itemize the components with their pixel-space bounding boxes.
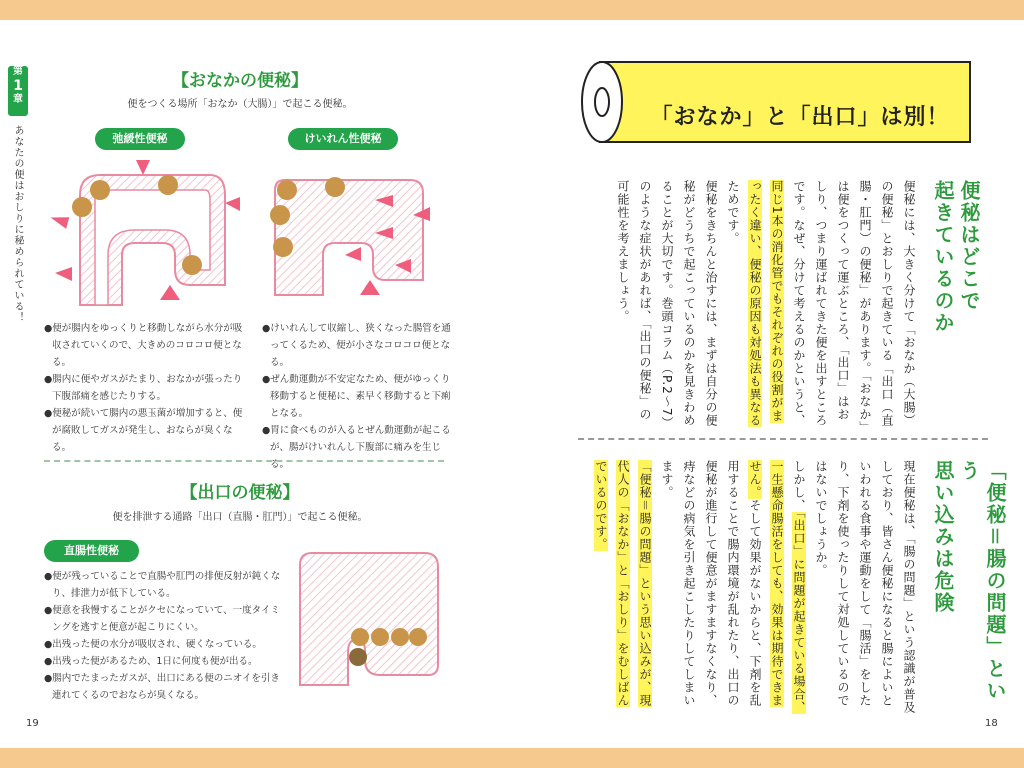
heading-belief: 「便秘＝腸の問題」という 思い込みは危険 [931, 460, 1007, 702]
section-title-stomach: 【おなかの便秘】 [172, 71, 308, 91]
section-divider [44, 460, 444, 462]
body-where: 便秘には、大きく分けて「おなか（大腸）の便秘」とおしりで起きている「出口（直腸・肛門）の便秘」があります。「おなか」は便をつくって運ぶところ、「出口」はおしり、つまり運ばれてきた便を出すところです。なぜ、分けて考えるのかというと、同じ1本の消化管でもそれぞれの役割がまったく違い、便秘の原因も対処法も異なるためです。 便秘をきちんと治すには、まずは自分の便秘がどうちで起こっているのかを見きわめることが大切です。巻頭コラム（P.2〜7）のような症状があれば、「出口の便秘」の可能性を考えましょう。 [616, 180, 916, 430]
banner-title: 「おなか」と「出口」は別！ [650, 105, 950, 130]
section-title-exit: 【出口の便秘】 [180, 483, 300, 503]
page-number-left: 19 [26, 718, 39, 729]
heading-where: 便秘はどこで 起きているのか [931, 180, 981, 334]
section-subtitle-stomach: 便をつくる場所「おなか（大腸）」で起こる便秘。 [127, 99, 353, 110]
spastic-colon-illustration [265, 155, 445, 315]
right-divider [578, 438, 988, 440]
pill-rectal: 直腸性便秘 [44, 540, 139, 562]
atonic-description: ●便が腸内をゆっくりと移動しながら水分が吸収されていくので、大きめのコロコロ便となる。 ●腸内に便やガスがたまり、おなかが張ったり下腹部痛を感じたりする。 ●便秘が続いて腸内の悪玉菌が増加すると、便が腐敗してガスが発生し、おならが臭くなる。 [44, 323, 243, 453]
pill-atonic: 弛緩性便秘 [95, 128, 185, 150]
pill-spastic: けいれん性便秘 [288, 128, 398, 150]
section-subtitle-exit: 便を排泄する通路「出口（直腸・肛門）」で起こる便秘。 [112, 512, 368, 523]
atonic-colon-illustration [40, 155, 240, 315]
page-number-right: 18 [985, 718, 998, 729]
rectal-description: ●便が残っていることで直腸や肛門の排便反射が鈍くなり、排泄力が低下している。 ●便意を我慢することがクセになっていて、一度タイミングを逃すと便意が起こりにくい。 ●出残った便の水分が吸収され、硬くなっている。 ●出残った便があるため、1日に何度も便が出る。 ●腸内でたまったガスが、出口にある便のニオイを引き連れてくるのでおならが臭くなる。 [44, 571, 281, 701]
top-bar [0, 0, 1024, 20]
chapter-title: あなたの便はおしりに秘められている！ [12, 125, 23, 323]
rectal-colon-illustration [290, 545, 450, 695]
body-belief: 現在便秘は、「腸の問題」という認識が普及しており、皆さん便秘になると腸によいといわれる食事や運動をして「腸活」をしたり、下剤を使ったりして対処しているのではないでしょうか。 しかし、「出口」に問題が起きている場合、一生懸命腸活をしても、効果は期待できません。そして効果がないからと、下剤を乱用することで腸内環境が乱れたり、出口の便秘が進行して便意がますますなくなり、痔などの病気を引き起こしたりしてしまいます。 「便秘＝腸の問題」という思い込みが、現代人の「おなか」と「おしり」をむしばんでいるのです。 [594, 460, 916, 714]
chapter-tab: 第 1 章 [8, 66, 28, 116]
spastic-description: ●けいれんして収縮し、狭くなった腸管を通ってくるため、便が小さなコロコロ便となる。 ●ぜん動運動が不安定なため、便がゆっくり移動すると便秘に、素早く移動すると下痢となる。 ●胃に食べものが入るとぜん動運動が起こるが、腸がけいれんし下腹部に痛みを生じる。 [262, 323, 451, 470]
bottom-bar [0, 748, 1024, 768]
